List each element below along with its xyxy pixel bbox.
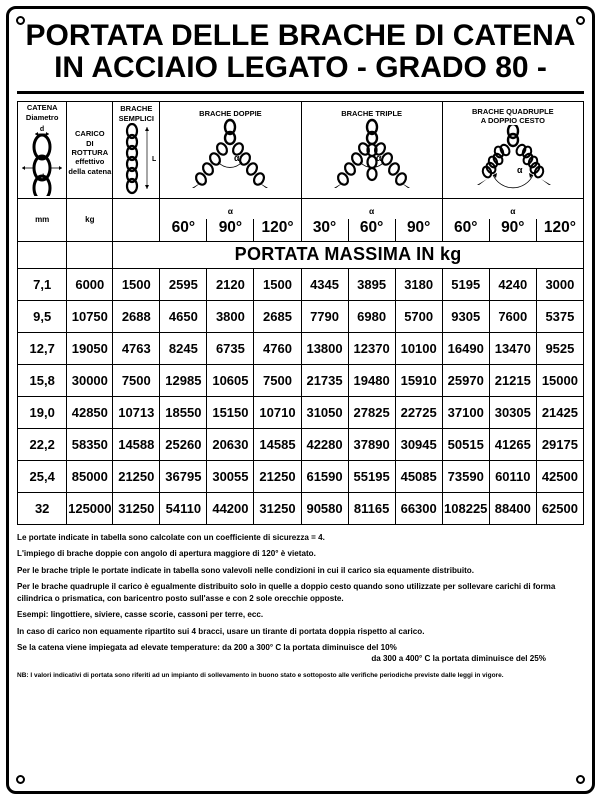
unit-mm: mm <box>18 198 67 241</box>
header-breaking-load <box>67 101 113 198</box>
cell-doppie-120: 7500 <box>254 364 301 396</box>
cell-triple-90: 5700 <box>395 300 442 332</box>
table-row <box>18 300 584 332</box>
cell-quadruple-90: 13470 <box>489 332 536 364</box>
cell-triple-30: 42280 <box>301 428 348 460</box>
header-brache-semplici-line1: BRACHE <box>120 104 153 114</box>
angle-doppie-0: 60° <box>160 219 207 242</box>
cell-triple-30: 13800 <box>301 332 348 364</box>
angle-triple-1: 60° <box>348 219 395 242</box>
cell-doppie-60: 2595 <box>160 268 207 300</box>
note-6: Se la catena viene impiegata ad elevate temperature: da 200 a 300° C la portata diminuisce del 10% <box>17 642 397 652</box>
cell-doppie-90: 3800 <box>207 300 254 332</box>
header-single-sling <box>113 101 160 198</box>
cell-rottura: 125000 <box>67 492 113 524</box>
cell-triple-90: 45085 <box>395 460 442 492</box>
cell-doppie-120: 1500 <box>254 268 301 300</box>
header-carico-line3: ROTTURA <box>71 147 109 157</box>
cell-semplici: 14588 <box>113 428 160 460</box>
alpha-label-quadruple <box>442 198 583 219</box>
cell-quadruple-90: 41265 <box>489 428 536 460</box>
unit-kg: kg <box>67 198 113 241</box>
cell-triple-60: 6980 <box>348 300 395 332</box>
header-carico-line4: effettivo <box>75 157 105 167</box>
note-5: In caso di carico non equamente ripartito sui 4 bracci, usare un tirante di portata doppia rispetto al carico. <box>17 626 425 636</box>
note-2: Per le brache triple le portate indicate in tabella sono valevoli nelle condizioni in cui il carico sia equamente distribuito. <box>17 565 474 575</box>
title-line-1: PORTATA DELLE BRACHE DI CATENA <box>25 19 576 52</box>
single-sling-blank <box>113 198 160 241</box>
cell-doppie-90: 10605 <box>207 364 254 396</box>
note-4: Esempi: lingottiere, siviere, casse scorie, cassoni per terre, ecc. <box>17 610 264 620</box>
cell-doppie-90: 30055 <box>207 460 254 492</box>
cell-doppie-90: 20630 <box>207 428 254 460</box>
cell-triple-60: 3895 <box>348 268 395 300</box>
angle-triple-2: 90° <box>395 219 442 242</box>
note-nb: NB: I valori indicativi di portata sono riferiti ad un impianto di sollevamento in buono stato e sottoposto alle verifiche periodiche previste dalle leggi in vigore. <box>17 671 504 679</box>
cell-triple-30: 61590 <box>301 460 348 492</box>
cell-doppie-120: 14585 <box>254 428 301 460</box>
table-header-diagrams <box>18 101 584 198</box>
cell-triple-90: 10100 <box>395 332 442 364</box>
cell-triple-60: 37890 <box>348 428 395 460</box>
cell-doppie-120: 31250 <box>254 492 301 524</box>
cell-rottura: 85000 <box>67 460 113 492</box>
table-row <box>18 460 584 492</box>
banner-spacer-1 <box>18 241 67 268</box>
cell-triple-60: 27825 <box>348 396 395 428</box>
alpha-symbol-doppie: α <box>227 205 234 216</box>
header-brache-doppie-label: BRACHE DOPPIE <box>199 108 262 118</box>
cell-doppie-60: 8245 <box>160 332 207 364</box>
svg-text:α: α <box>234 152 240 163</box>
cell-quadruple-60: 5195 <box>442 268 489 300</box>
cell-rottura: 30000 <box>67 364 113 396</box>
header-quadruple-sling <box>442 101 583 198</box>
cell-semplici: 1500 <box>113 268 160 300</box>
cell-quadruple-60: 16490 <box>442 332 489 364</box>
cell-rottura: 58350 <box>67 428 113 460</box>
quadruple-sling-diagram <box>463 125 563 195</box>
cell-quadruple-60: 9305 <box>442 300 489 332</box>
cell-triple-30: 90580 <box>301 492 348 524</box>
cell-quadruple-90: 7600 <box>489 300 536 332</box>
header-triple-sling <box>301 101 442 198</box>
triple-sling-diagram <box>324 118 420 194</box>
svg-text:L: L <box>152 155 157 163</box>
cell-doppie-60: 25260 <box>160 428 207 460</box>
alpha-symbol-quadruple: α <box>510 205 516 216</box>
cell-quadruple-60: 25970 <box>442 364 489 396</box>
cell-diametro: 12,7 <box>18 332 67 364</box>
svg-text:α: α <box>516 165 523 176</box>
cell-quadruple-60: 37100 <box>442 396 489 428</box>
single-sling-diagram <box>116 123 156 195</box>
header-diametro-label: Diametro <box>25 112 59 122</box>
header-quad-line1: BRACHE QUADRUPLE <box>472 107 554 117</box>
cell-doppie-60: 36795 <box>160 460 207 492</box>
cell-triple-90: 15910 <box>395 364 442 396</box>
cell-quadruple-90: 88400 <box>489 492 536 524</box>
table-row <box>18 268 584 300</box>
header-brache-quadruple-label <box>443 104 583 125</box>
cell-doppie-90: 6735 <box>207 332 254 364</box>
note-1: L'impiego di brache doppie con angolo di apertura maggiore di 120° è vietato. <box>17 549 316 559</box>
cell-rottura: 10750 <box>67 300 113 332</box>
cell-quadruple-90: 4240 <box>489 268 536 300</box>
cell-doppie-60: 18550 <box>160 396 207 428</box>
cell-triple-90: 66300 <box>395 492 442 524</box>
cell-quadruple-120: 5375 <box>536 300 583 332</box>
cell-diametro: 25,4 <box>18 460 67 492</box>
cell-quadruple-120: 29175 <box>536 428 583 460</box>
svg-text:d: d <box>40 125 45 133</box>
cell-rottura: 42850 <box>67 396 113 428</box>
table-banner-row <box>18 241 584 268</box>
header-carico-line1: CARICO <box>75 129 105 139</box>
cell-triple-30: 21735 <box>301 364 348 396</box>
header-brache-triple-label: BRACHE TRIPLE <box>341 108 403 118</box>
alpha-symbol-triple: α <box>368 205 375 216</box>
header-carico-line5: della catena <box>68 166 112 176</box>
table-row <box>18 428 584 460</box>
cell-quadruple-60: 73590 <box>442 460 489 492</box>
svg-text:α: α <box>375 152 382 163</box>
cell-diametro: 32 <box>18 492 67 524</box>
table-row <box>18 396 584 428</box>
note-3: Per le brache quadruple il carico è egualmente distribuito solo in quelle a doppio cesto quando sono utilizzate per sollevare carichi di forma cilindrica o prismatica, con baricentro posto sull'asse e con 2 sole orecchie opposte. <box>17 582 556 603</box>
cell-quadruple-120: 9525 <box>536 332 583 364</box>
cell-semplici: 21250 <box>113 460 160 492</box>
cell-quadruple-90: 21215 <box>489 364 536 396</box>
cell-doppie-120: 10710 <box>254 396 301 428</box>
cell-semplici: 10713 <box>113 396 160 428</box>
cell-quadruple-120: 3000 <box>536 268 583 300</box>
cell-diametro: 22,2 <box>18 428 67 460</box>
capacity-table <box>17 101 584 525</box>
cell-triple-30: 31050 <box>301 396 348 428</box>
cell-rottura: 19050 <box>67 332 113 364</box>
alpha-label-triple <box>301 198 442 219</box>
header-carico-line2: DI <box>86 138 94 148</box>
cell-semplici: 31250 <box>113 492 160 524</box>
angle-doppie-1: 90° <box>207 219 254 242</box>
header-brache-semplici-line2: SEMPLICI <box>118 113 154 123</box>
note-7: da 300 a 400° C la portata diminuisce del 25% <box>371 654 546 664</box>
cell-triple-60: 19480 <box>348 364 395 396</box>
table-row <box>18 364 584 396</box>
alpha-label-doppie <box>160 198 301 219</box>
note-0: Le portate indicate in tabella sono calcolate con un coefficiente di sicurezza = 4. <box>17 532 325 542</box>
cell-rottura: 6000 <box>67 268 113 300</box>
cell-semplici: 4763 <box>113 332 160 364</box>
cell-doppie-90: 2120 <box>207 268 254 300</box>
header-quad-line2: A DOPPIO CESTO <box>480 116 545 126</box>
angle-quadruple-1: 90° <box>489 219 536 242</box>
cell-quadruple-60: 50515 <box>442 428 489 460</box>
angle-doppie-2: 120° <box>254 219 301 242</box>
cell-triple-60: 55195 <box>348 460 395 492</box>
banner-portata-massima: PORTATA MASSIMA IN kg <box>113 241 584 268</box>
angle-quadruple-2: 120° <box>536 219 583 242</box>
cell-quadruple-120: 21425 <box>536 396 583 428</box>
cell-triple-90: 22725 <box>395 396 442 428</box>
cell-doppie-120: 21250 <box>254 460 301 492</box>
cell-doppie-60: 4650 <box>160 300 207 332</box>
table-row <box>18 332 584 364</box>
header-double-sling <box>160 101 301 198</box>
cell-quadruple-60: 108225 <box>442 492 489 524</box>
cell-doppie-60: 12985 <box>160 364 207 396</box>
table-header-angles <box>18 198 584 219</box>
cell-quadruple-120: 15000 <box>536 364 583 396</box>
banner-spacer-2 <box>67 241 113 268</box>
double-sling-diagram <box>182 118 278 194</box>
cell-diametro: 7,1 <box>18 268 67 300</box>
cell-triple-30: 7790 <box>301 300 348 332</box>
page-title <box>17 20 584 84</box>
cell-semplici: 2688 <box>113 300 160 332</box>
cell-doppie-90: 44200 <box>207 492 254 524</box>
cell-diametro: 15,8 <box>18 364 67 396</box>
cell-triple-60: 81165 <box>348 492 395 524</box>
cell-quadruple-120: 42500 <box>536 460 583 492</box>
cell-triple-30: 4345 <box>301 268 348 300</box>
cell-triple-90: 3180 <box>395 268 442 300</box>
angle-quadruple-0: 60° <box>442 219 489 242</box>
cell-doppie-60: 54110 <box>160 492 207 524</box>
title-line-2: IN ACCIAIO LEGATO - GRADO 80 - <box>54 50 547 84</box>
angle-triple-0: 30° <box>301 219 348 242</box>
chain-link-diagram <box>19 122 65 196</box>
cell-semplici: 7500 <box>113 364 160 396</box>
title-divider <box>17 91 584 94</box>
svg-text:d: d <box>40 173 45 181</box>
cell-quadruple-90: 30305 <box>489 396 536 428</box>
header-chain-diameter <box>18 101 67 198</box>
cell-triple-60: 12370 <box>348 332 395 364</box>
header-catena-label: CATENA <box>26 103 58 113</box>
cell-doppie-120: 4760 <box>254 332 301 364</box>
cell-diametro: 9,5 <box>18 300 67 332</box>
cell-triple-90: 30945 <box>395 428 442 460</box>
cell-diametro: 19,0 <box>18 396 67 428</box>
cell-quadruple-120: 62500 <box>536 492 583 524</box>
table-row <box>18 492 584 524</box>
notes-section <box>17 532 584 681</box>
cell-doppie-90: 15150 <box>207 396 254 428</box>
cell-doppie-120: 2685 <box>254 300 301 332</box>
cell-quadruple-90: 60110 <box>489 460 536 492</box>
